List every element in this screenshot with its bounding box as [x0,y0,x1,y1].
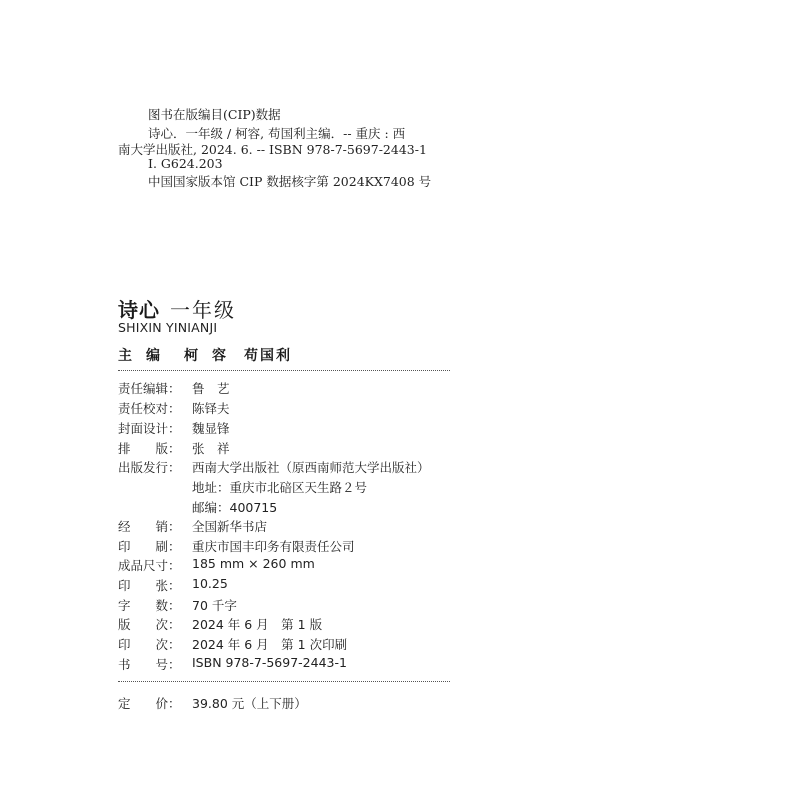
book-title-main: 诗心 [118,298,160,322]
credit-label: 经 销： [118,519,181,534]
credit-value: 70 千字 [192,598,237,613]
credit-label: 责任编辑： [118,381,181,396]
dotted-divider [118,370,450,371]
cip-classification: Ⅰ. G624.203 [148,156,223,171]
credit-label: 封面设计： [118,421,181,436]
credit-value: 185 mm × 260 mm [192,556,315,571]
credit-value: 鲁 艺 [192,381,230,396]
credit-value: 2024 年 6 月 第 1 次印刷 [192,637,348,652]
credit-label: 成品尺寸： [118,558,181,573]
price-value: 39.80 元（上下册） [192,696,307,711]
credit-label: 印 次： [118,637,181,652]
credit-label: 出版发行： [118,460,181,475]
credit-value: 全国新华书店 [192,519,268,534]
chief-editor-name: 柯容 [184,348,240,364]
price-label: 定 价： [118,696,181,711]
cip-line: 南大学出版社, 2024. 6. -- ISBN 978-7-5697-2443-1 [118,142,427,157]
credit-label: 责任校对： [118,401,181,416]
credit-label: 排 版： [118,441,181,456]
credit-label: 印 张： [118,578,181,593]
isbn-value: ISBN 978-7-5697-2443-1 [192,655,347,670]
credit-value: 陈铎夫 [192,401,230,416]
book-title-grade: 一年级 [170,298,236,322]
chief-editor-label: 主编 [118,348,174,364]
credit-label: 印 刷： [118,539,181,554]
cip-verification-number: 中国国家版本馆 CIP 数据核字第 2024KX7408 号 [148,174,432,189]
credit-value: 张 祥 [192,441,230,456]
cip-heading: 图书在版编目(CIP)数据 [148,107,281,122]
chief-editor-name: 苟国利 [244,348,292,364]
credit-value: 2024 年 6 月 第 1 版 [192,617,323,632]
book-title-pinyin: SHIXIN YINIANJI [118,320,218,335]
credit-value: 10.25 [192,576,228,591]
credit-value: 魏显锋 [192,421,230,436]
dotted-divider [118,681,450,682]
publisher-postcode: 邮编：400715 [192,500,278,515]
credit-label: 版 次： [118,617,181,632]
publisher-address: 地址：重庆市北碚区天生路２号 [192,480,368,495]
credit-value: 重庆市国丰印务有限责任公司 [192,539,355,554]
credit-label: 字 数： [118,598,181,613]
cip-line: 诗心．一年级 / 柯容, 苟国利主编．-- 重庆 : 西 [148,126,406,141]
chief-editors [118,345,292,365]
credit-label: 书 号： [118,657,181,672]
book-title [118,294,236,323]
credit-value: 西南大学出版社（原西南师范大学出版社） [192,460,430,475]
